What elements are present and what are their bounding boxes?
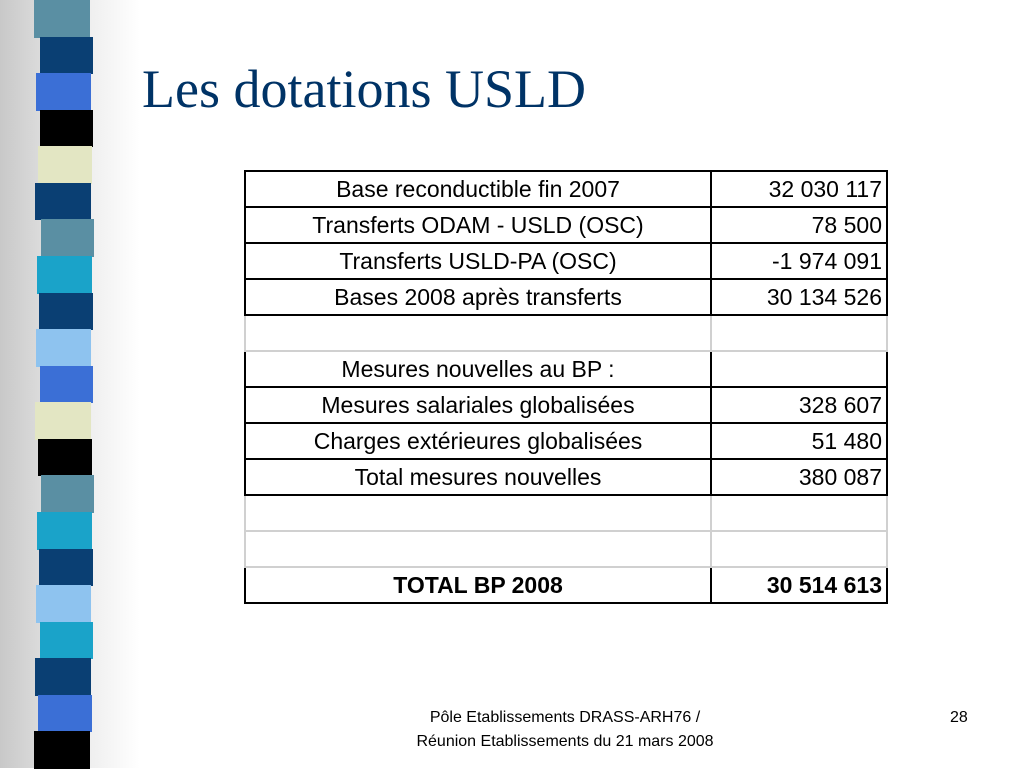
row-label: Mesures salariales globalisées <box>245 387 711 423</box>
ribbon-segment <box>34 731 90 769</box>
row-label <box>245 315 711 351</box>
table-row <box>245 207 887 243</box>
ribbon-segment <box>41 475 94 513</box>
row-label: Charges extérieures globalisées <box>245 423 711 459</box>
ribbon-segment <box>40 110 93 148</box>
table-row <box>245 423 887 459</box>
row-value <box>711 351 887 387</box>
page-number: 28 <box>950 709 968 726</box>
row-value: 51 480 <box>711 423 887 459</box>
row-label: Mesures nouvelles au BP : <box>245 351 711 387</box>
ribbon-segment <box>41 219 94 257</box>
row-value: -1 974 091 <box>711 243 887 279</box>
table-row <box>245 279 887 315</box>
slide-footer: Pôle Etablissements DRASS-ARH76 / Réunion Etablissements du 21 mars 2008 <box>416 709 714 750</box>
row-value <box>711 495 887 531</box>
ribbon-segment <box>38 146 92 184</box>
ribbon-segment <box>36 73 91 111</box>
table-row <box>245 567 887 603</box>
ribbon-segment <box>39 293 93 331</box>
table-row <box>245 351 887 387</box>
decorative-ribbon <box>34 0 98 768</box>
ribbon-segment <box>35 402 91 440</box>
row-label <box>245 531 711 567</box>
row-value <box>711 531 887 567</box>
slide-title: Les dotations USLD <box>142 59 586 119</box>
row-label: Base reconductible fin 2007 <box>245 171 711 207</box>
row-label <box>245 495 711 531</box>
ribbon-segment <box>40 366 93 404</box>
table-row <box>245 387 887 423</box>
row-value: 30 514 613 <box>711 567 887 603</box>
row-label: Transferts ODAM - USLD (OSC) <box>245 207 711 243</box>
ribbon-segment <box>36 329 91 367</box>
row-value: 328 607 <box>711 387 887 423</box>
table-row <box>245 531 887 567</box>
ribbon-segment <box>39 549 93 587</box>
ribbon-segment <box>35 183 91 221</box>
row-label: Transferts USLD-PA (OSC) <box>245 243 711 279</box>
dotations-table <box>244 170 888 604</box>
row-label: TOTAL BP 2008 <box>245 567 711 603</box>
table-row <box>245 243 887 279</box>
table-row <box>245 495 887 531</box>
ribbon-segment <box>40 622 93 660</box>
row-value: 30 134 526 <box>711 279 887 315</box>
ribbon-segment <box>40 37 93 75</box>
row-value: 78 500 <box>711 207 887 243</box>
table-row <box>245 459 887 495</box>
row-value: 32 030 117 <box>711 171 887 207</box>
ribbon-segment <box>38 439 92 477</box>
ribbon-segment <box>37 256 92 294</box>
ribbon-segment <box>35 658 91 696</box>
row-value: 380 087 <box>711 459 887 495</box>
ribbon-segment <box>36 585 91 623</box>
table-row <box>245 171 887 207</box>
row-label: Total mesures nouvelles <box>245 459 711 495</box>
row-value <box>711 315 887 351</box>
row-label: Bases 2008 après transferts <box>245 279 711 315</box>
ribbon-segment <box>38 695 92 733</box>
ribbon-segment <box>34 0 90 38</box>
ribbon-segment <box>37 512 92 550</box>
table-row <box>245 315 887 351</box>
